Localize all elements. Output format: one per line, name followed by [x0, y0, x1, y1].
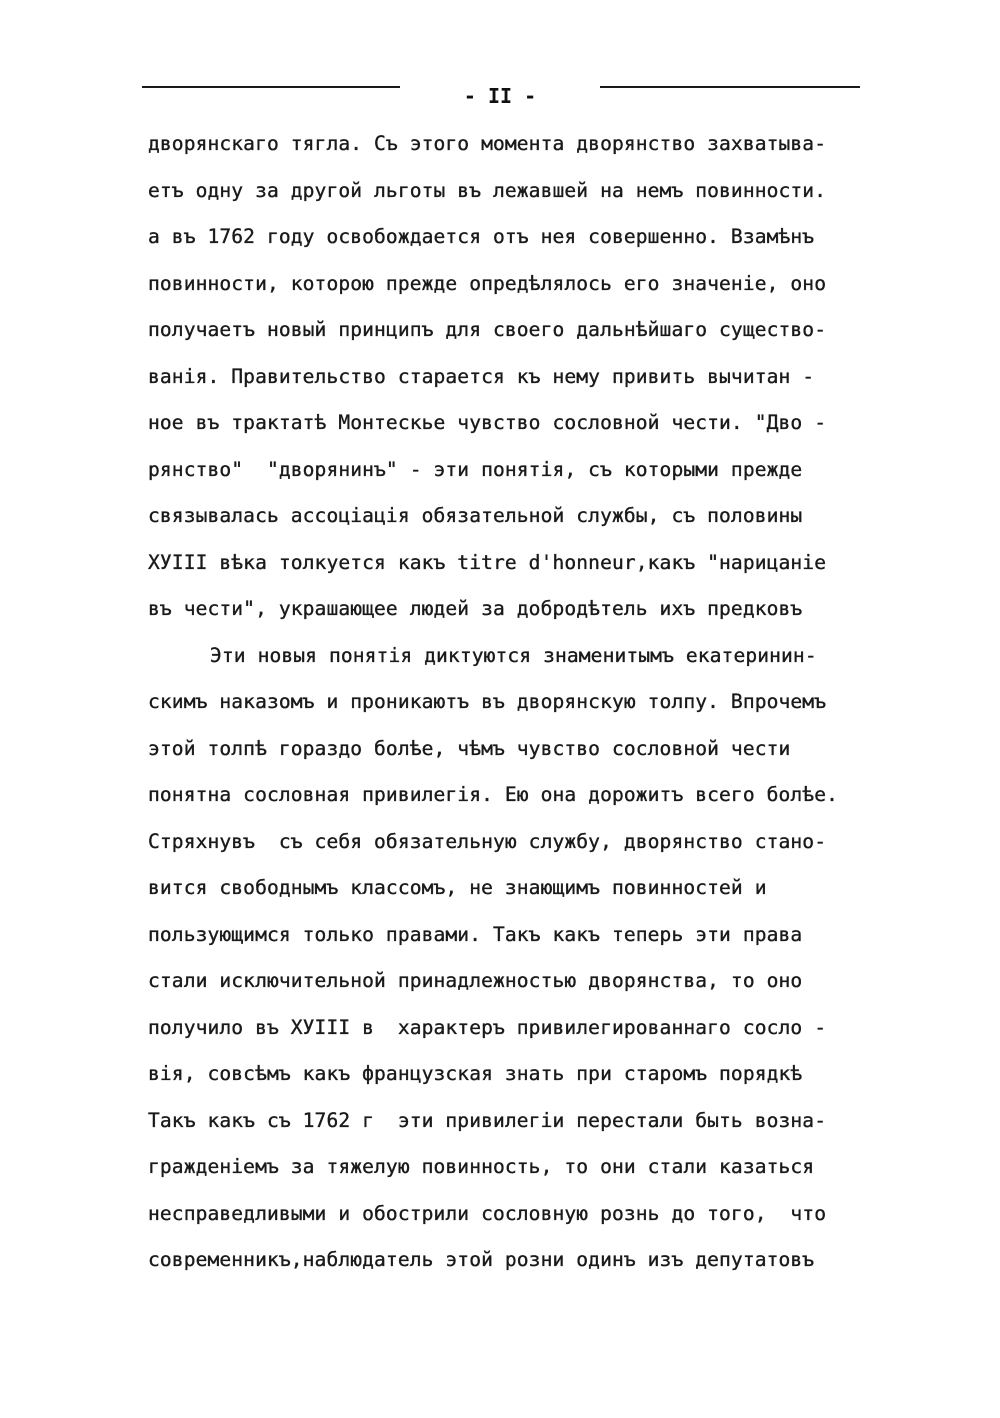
- text-line: въ чести", украшающее людей за добродѣтель ихъ предковъ: [148, 597, 803, 620]
- text-line: связывалась ассоціація обязательной службы, съ половины: [148, 504, 803, 527]
- text-line: современникъ,наблюдатель этой розни одинъ изъ депутатовъ: [148, 1248, 815, 1271]
- text-line: Такъ какъ съ 1762 г эти привилегіи перестали быть возна-: [148, 1108, 827, 1132]
- text-line: получило въ ХУIII в характеръ привилегированнаго сосло -: [148, 1015, 827, 1039]
- text-line: несправедливыми и обострили сословную рознь до того, что: [148, 1201, 827, 1225]
- text-line: ное въ трактатѣ Монтескье чувство сословной чести. "Дво -: [148, 411, 827, 434]
- text-line: этой толпѣ гораздо болѣе, чѣмъ чувство сословной чести: [148, 736, 791, 760]
- text-line: пользующимся только правами. Такъ какъ теперь эти права: [148, 922, 803, 946]
- body-text: [148, 128, 868, 1291]
- paragraph-start-line: Эти новыя понятія диктуются знаменитымъ екатеринин-: [210, 643, 817, 667]
- text-line: получаетъ новый принципъ для своего дальнѣйшаго существо-: [148, 318, 827, 341]
- text-line: рянство" "дворянинъ" - эти понятія, съ которыми прежде: [148, 457, 803, 481]
- text-line: гражденіемъ за тяжелую повинность, то они стали казаться: [148, 1155, 815, 1178]
- text-line: стали исключительной принадлежностью дворянства, то оно: [148, 969, 803, 992]
- text-line: вится свободнымъ классомъ, не знающимъ повинностей и: [148, 876, 767, 899]
- text-line: ХУIII вѣка толкуется какъ titre d'honneur,какъ "нарицаніе: [148, 550, 827, 574]
- text-line: Стряхнувъ съ себя обязательную службу, дворянство стано-: [148, 829, 827, 853]
- text-line: скимъ наказомъ и проникаютъ въ дворянскую толпу. Впрочемъ: [148, 690, 827, 713]
- text-line: а въ 1762 году освобождается отъ нея совершенно. Взамѣнъ: [148, 225, 815, 248]
- page-number: - II -: [400, 84, 600, 108]
- text-line: дворянскаго тягла. Съ этого момента дворянство захватыва-: [148, 132, 827, 155]
- text-line: повинности, которою прежде опредѣлялось его значеніе, оно: [148, 271, 827, 295]
- text-line: вія, совсѣмъ какъ французская знать при старомъ порядкѣ: [148, 1062, 803, 1085]
- text-line: етъ одну за другой льготы въ лежавшей на немъ повинности.: [148, 178, 827, 202]
- text-line: ванія. Правительство старается къ нему привить вычитан -: [148, 364, 815, 388]
- text-line: понятна сословная привилегія. Ею она дорожитъ всего болѣе.: [148, 783, 838, 806]
